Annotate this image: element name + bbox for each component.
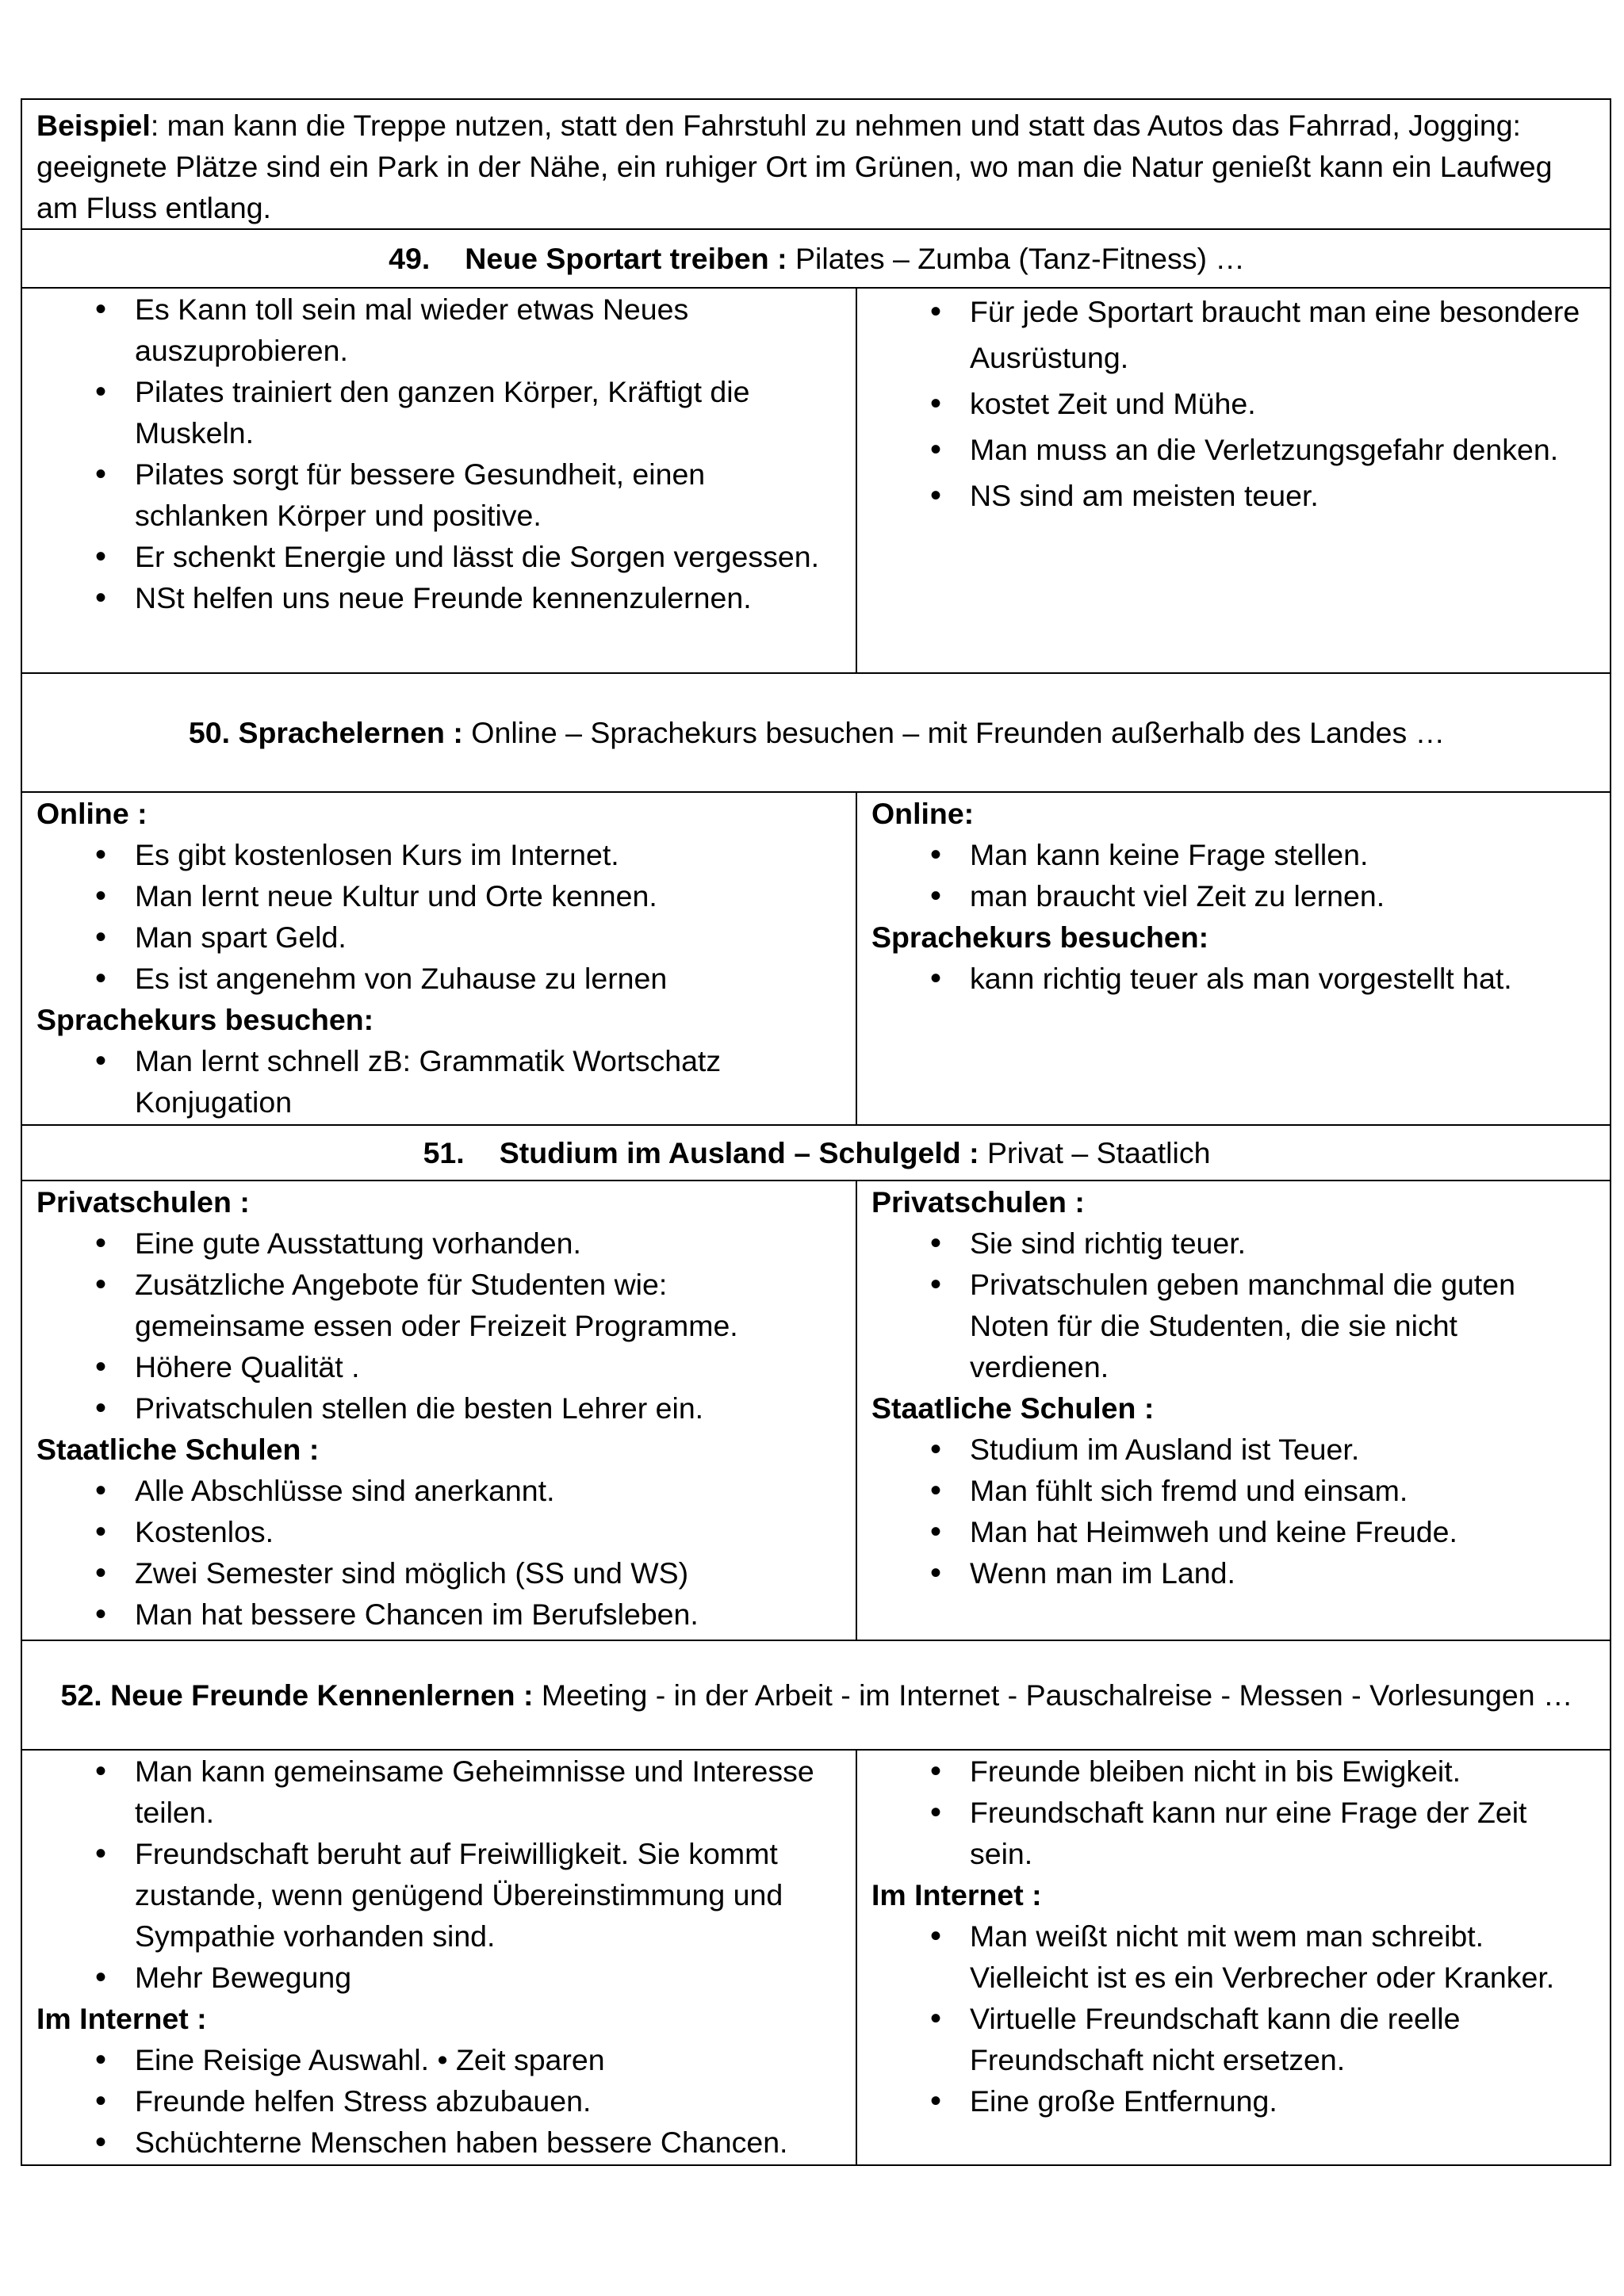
section-51-title-row — [21, 1125, 1611, 1181]
section-50-cons-list-1 — [871, 834, 1597, 916]
section-52-content-row — [21, 1750, 1611, 2165]
section-49-title-row — [21, 229, 1611, 288]
list-item: • Mehr Bewegung — [36, 1957, 843, 1998]
section-50-number: 50. — [188, 716, 231, 749]
section-51-title: Studium im Ausland – Schulgeld : — [499, 1136, 979, 1169]
section-50-title-cell — [21, 673, 1611, 792]
list-item: • kann richtig teuer als man vorgestellt hat. — [871, 958, 1597, 999]
section-51-pros-list-2 — [36, 1470, 843, 1635]
section-50-cons-list-2 — [871, 958, 1597, 999]
list-item: • Privatschulen geben manchmal die guten Noten für die Studenten, die sie nicht verdienen. — [871, 1264, 1597, 1387]
section-51-pros-list-1 — [36, 1223, 843, 1429]
section-52-pros-list-1 — [36, 1751, 843, 1998]
intro-row — [21, 99, 1611, 229]
section-51-pros-cell — [21, 1181, 856, 1640]
section-51-cons-label-1: Privatschulen : — [871, 1185, 1085, 1219]
section-52-pros-label-2: Im Internet : — [36, 2002, 207, 2035]
section-51-content-row — [21, 1181, 1611, 1640]
list-item: • Schüchterne Menschen haben bessere Chancen. — [36, 2122, 843, 2163]
list-item: • Er schenkt Energie und lässt die Sorgen vergessen. — [36, 536, 843, 577]
list-item: • Es gibt kostenlosen Kurs im Internet. — [36, 834, 843, 875]
list-item: • Man fühlt sich fremd und einsam. — [871, 1470, 1597, 1511]
list-item: • Man muss an die Verletzungsgefahr denken. — [871, 427, 1597, 473]
intro-text: : man kann die Treppe nutzen, statt den Fahrstuhl zu nehmen und statt das Autos das Fahrrad, Jogging: geeignete Plätze sind ein Park in der Nähe, ein ruhiger Ort im Grünen, wo man die Natur genießt kann ein Laufweg am Fluss entlang. — [36, 109, 1553, 224]
section-51-cons-cell — [856, 1181, 1611, 1640]
list-item: • man braucht viel Zeit zu lernen. — [871, 875, 1597, 916]
intro-cell — [21, 99, 1611, 229]
list-item: • Höhere Qualität . — [36, 1346, 843, 1387]
section-50-content-row — [21, 792, 1611, 1125]
section-50-pros-list-2 — [36, 1040, 843, 1123]
section-49-number: 49. — [389, 242, 431, 275]
section-51-cons-list-1 — [871, 1223, 1597, 1387]
section-51-pros-label-2: Staatliche Schulen : — [36, 1433, 320, 1466]
list-item: • Freundschaft kann nur eine Frage der Zeit sein. — [871, 1792, 1597, 1874]
section-52-subtitle: Meeting - in der Arbeit - im Internet - Pauschalreise - Messen - Vorlesungen … — [541, 1678, 1573, 1712]
list-item: • Pilates sorgt für bessere Gesundheit, einen schlanken Körper und positive. — [36, 453, 843, 536]
section-51-cons-label-2: Staatliche Schulen : — [871, 1391, 1155, 1425]
section-49-pros-list — [36, 289, 843, 618]
list-item: • Virtuelle Freundschaft kann die reelle Freundschaft nicht ersetzen. — [871, 1998, 1597, 2080]
list-item: • Pilates trainiert den ganzen Körper, Kräftigt die Muskeln. — [36, 371, 843, 453]
section-49-content-row — [21, 288, 1611, 673]
section-49-cons-cell — [856, 288, 1611, 673]
list-item: • NS sind am meisten teuer. — [871, 473, 1597, 519]
list-item: • Studium im Ausland ist Teuer. — [871, 1429, 1597, 1470]
section-52-number: 52. — [60, 1678, 102, 1712]
list-item: • Zwei Semester sind möglich (SS und WS) — [36, 1552, 843, 1594]
list-item: • Eine große Entfernung. — [871, 2080, 1597, 2122]
section-49-pros-cell — [21, 288, 856, 673]
section-51-subtitle: Privat – Staatlich — [987, 1136, 1211, 1169]
list-item: • Privatschulen stellen die besten Lehrer ein. — [36, 1387, 843, 1429]
list-item: • Man kann keine Frage stellen. — [871, 834, 1597, 875]
section-52-cons-list-1 — [871, 1751, 1597, 1874]
section-50-cons-cell — [856, 792, 1611, 1125]
list-item: • Sie sind richtig teuer. — [871, 1223, 1597, 1264]
list-item: • Freundschaft beruht auf Freiwilligkeit. Sie kommt zustande, wenn genügend Übereinstimmung und Sympathie vorhanden sind. — [36, 1833, 843, 1957]
section-49-cons-list — [871, 289, 1597, 519]
section-52-title: Neue Freunde Kennenlernen : — [110, 1678, 534, 1712]
section-50-pros-label-2: Sprachekurs besuchen: — [36, 1003, 374, 1036]
list-item: • Alle Abschlüsse sind anerkannt. — [36, 1470, 843, 1511]
list-item: • Man lernt schnell zB: Grammatik Wortschatz Konjugation — [36, 1040, 843, 1123]
section-49-subtitle: Pilates – Zumba (Tanz-Fitness) … — [795, 242, 1245, 275]
list-item: • NSt helfen uns neue Freunde kennenzulernen. — [36, 577, 843, 618]
list-item: • Es ist angenehm von Zuhause zu lernen — [36, 958, 843, 999]
section-51-number: 51. — [423, 1136, 465, 1169]
section-50-cons-label-1: Online: — [871, 797, 975, 830]
list-item: • Wenn man im Land. — [871, 1552, 1597, 1594]
section-49-title-cell — [21, 229, 1611, 288]
list-item: • Man kann gemeinsame Geheimnisse und Interesse teilen. — [36, 1751, 843, 1833]
section-52-pros-list-2 — [36, 2039, 843, 2163]
list-item: • Man hat bessere Chancen im Berufsleben. — [36, 1594, 843, 1635]
list-item: • Eine Reisige Auswahl. • Zeit sparen — [36, 2039, 843, 2080]
list-item: • Man lernt neue Kultur und Orte kennen. — [36, 875, 843, 916]
section-51-cons-list-2 — [871, 1429, 1597, 1594]
list-item: • Man hat Heimweh und keine Freude. — [871, 1511, 1597, 1552]
section-52-title-cell — [21, 1640, 1611, 1750]
list-item: • Freunde helfen Stress abzubauen. — [36, 2080, 843, 2122]
section-50-cons-label-2: Sprachekurs besuchen: — [871, 920, 1209, 954]
list-item: • Man weißt nicht mit wem man schreibt. Vielleicht ist es ein Verbrecher oder Kranker. — [871, 1915, 1597, 1998]
intro-label: Beispiel — [36, 109, 151, 142]
list-item: • Für jede Sportart braucht man eine besondere Ausrüstung. — [871, 289, 1597, 381]
list-item: • Man spart Geld. — [36, 916, 843, 958]
list-item: • Kostenlos. — [36, 1511, 843, 1552]
section-50-subtitle: Online – Sprachekurs besuchen – mit Freunden außerhalb des Landes … — [471, 716, 1446, 749]
section-50-pros-label-1: Online : — [36, 797, 147, 830]
section-52-cons-list-2 — [871, 1915, 1597, 2122]
section-50-pros-list-1 — [36, 834, 843, 999]
section-52-cons-cell — [856, 1750, 1611, 2165]
pros-cons-table — [21, 98, 1611, 2166]
section-52-cons-label-2: Im Internet : — [871, 1878, 1042, 1911]
section-50-title-row — [21, 673, 1611, 792]
section-51-title-cell — [21, 1125, 1611, 1181]
list-item: • Zusätzliche Angebote für Studenten wie: gemeinsame essen oder Freizeit Programme. — [36, 1264, 843, 1346]
list-item: • Es Kann toll sein mal wieder etwas Neues auszuprobieren. — [36, 289, 843, 371]
section-52-title-row — [21, 1640, 1611, 1750]
section-51-pros-label-1: Privatschulen : — [36, 1185, 250, 1219]
section-50-title: Sprachelernen : — [238, 716, 463, 749]
section-49-title: Neue Sportart treiben : — [465, 242, 787, 275]
section-50-pros-cell — [21, 792, 856, 1125]
list-item: • Eine gute Ausstattung vorhanden. — [36, 1223, 843, 1264]
section-52-pros-cell — [21, 1750, 856, 2165]
list-item: • kostet Zeit und Mühe. — [871, 381, 1597, 427]
list-item: • Freunde bleiben nicht in bis Ewigkeit. — [871, 1751, 1597, 1792]
